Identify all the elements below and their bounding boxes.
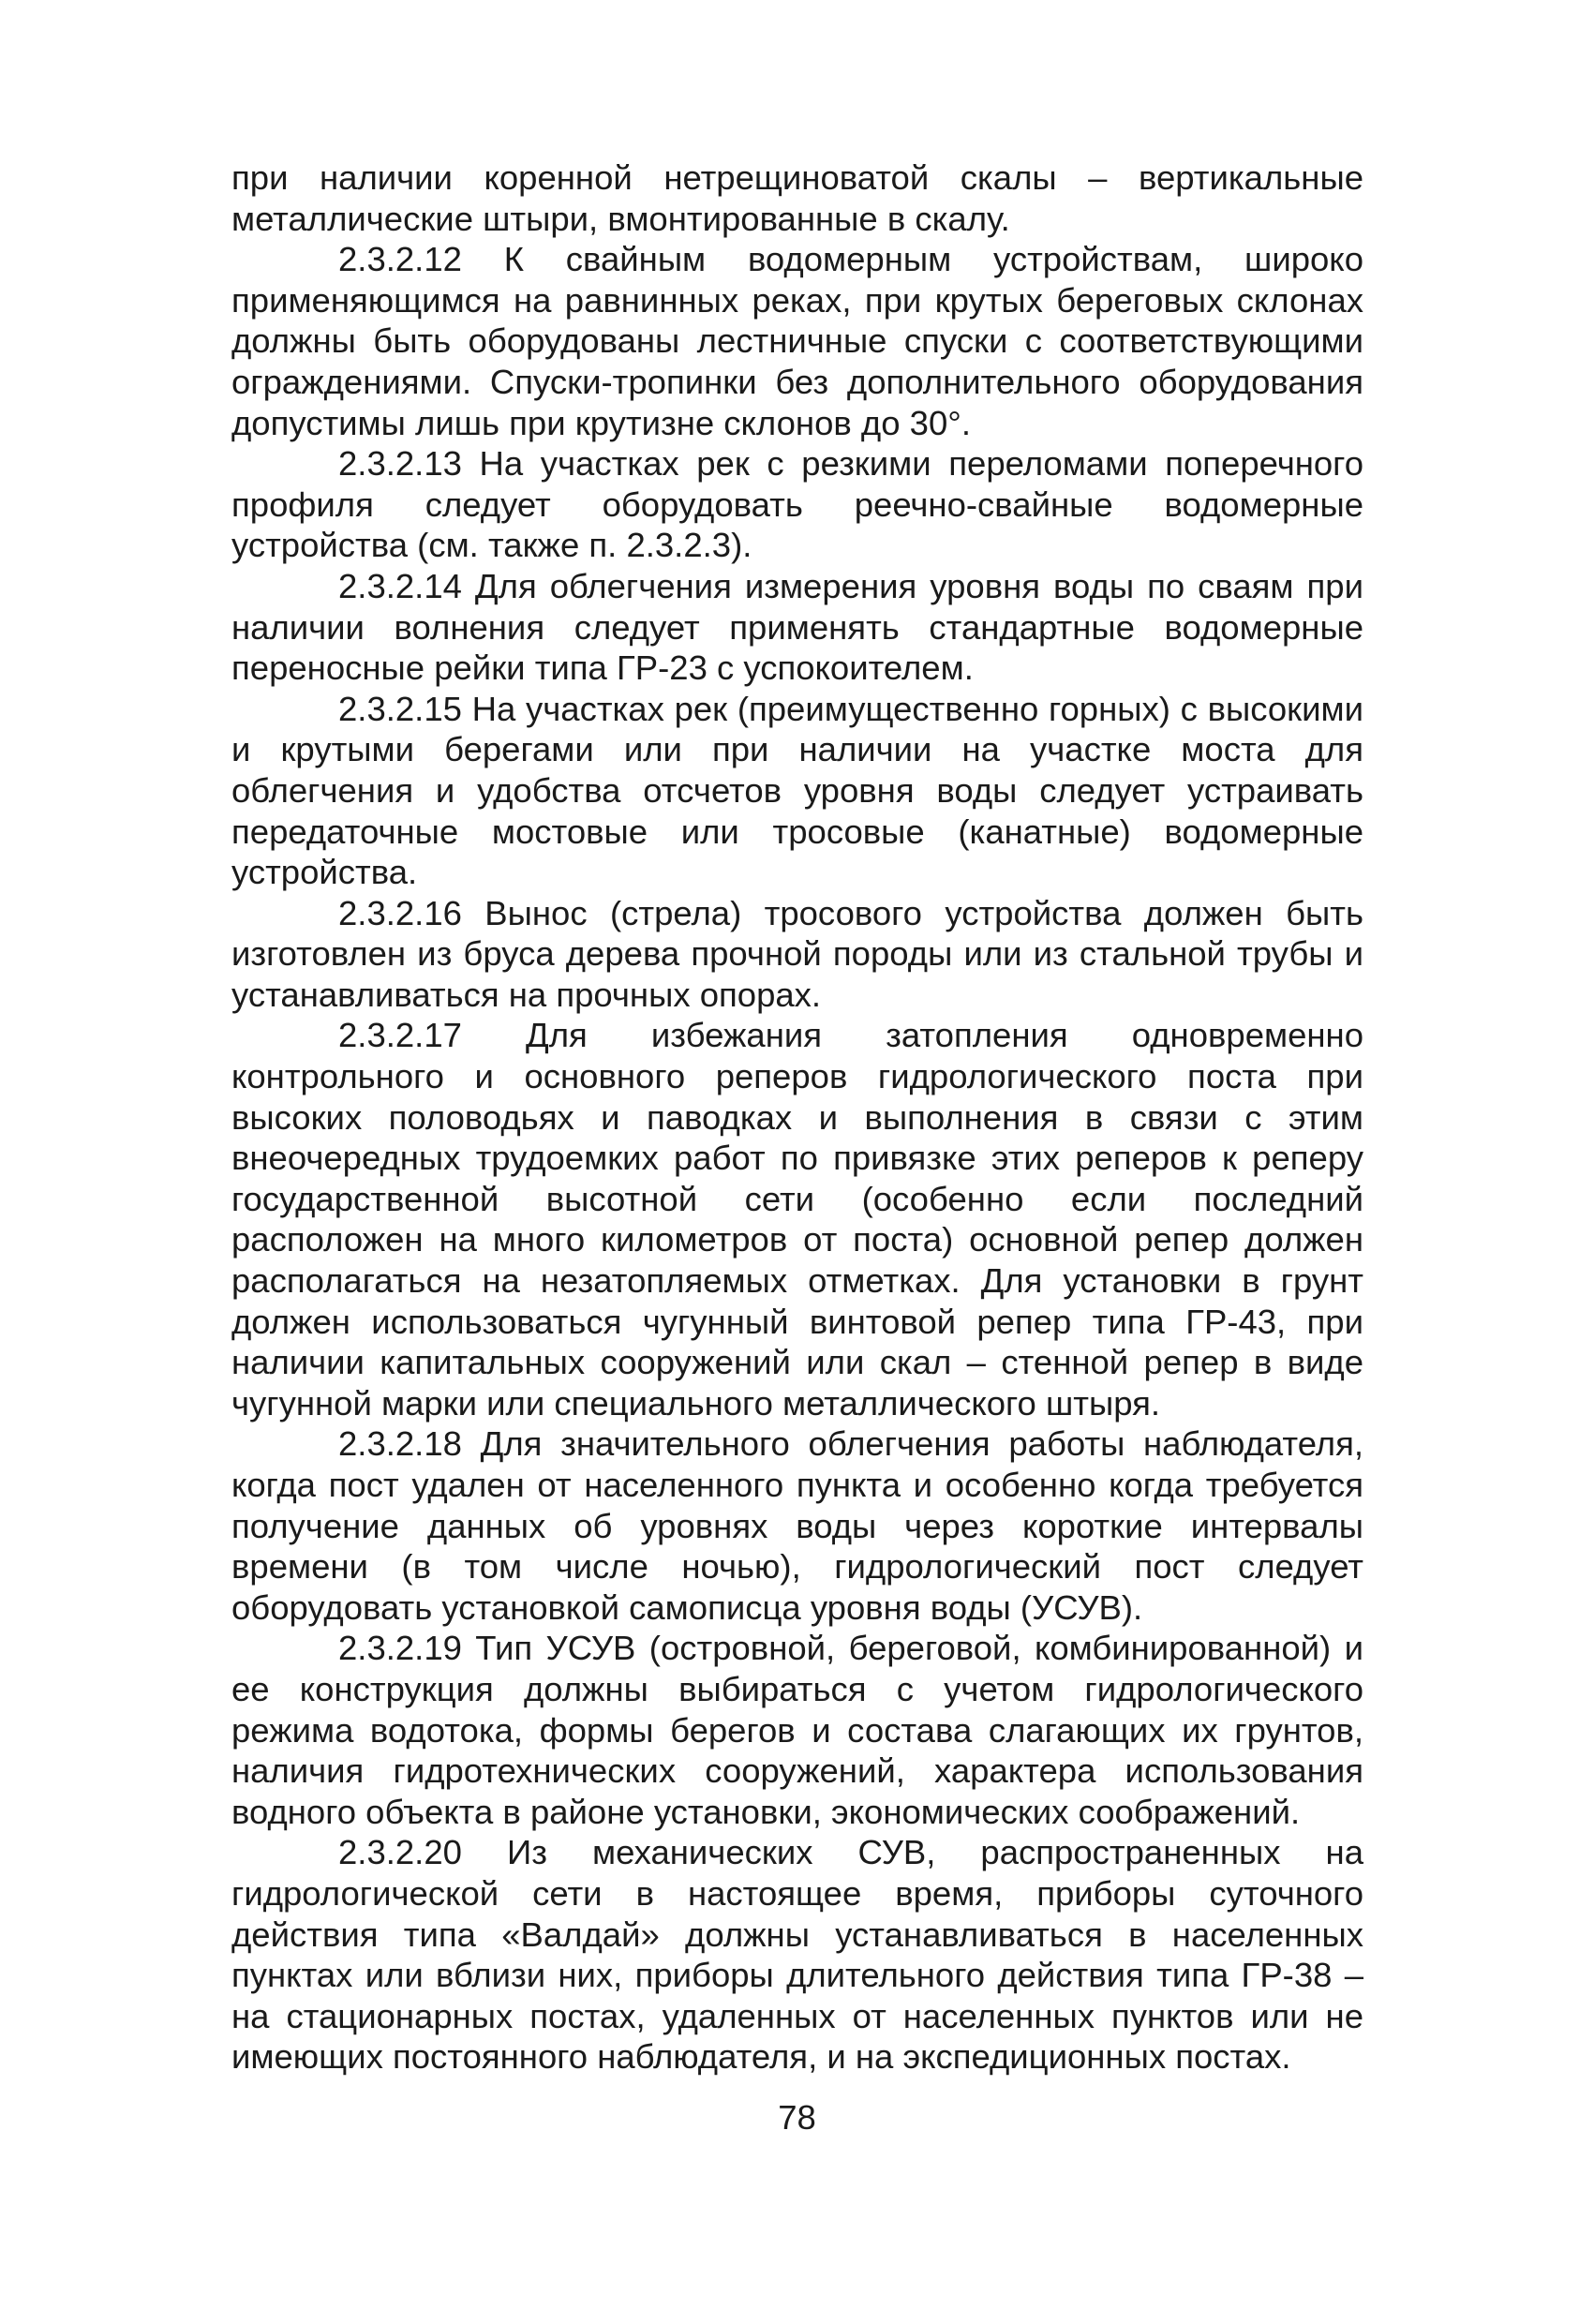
paragraph-2-3-2-18: 2.3.2.18 Для значительного облегчения работы наблюдателя, когда пост удален от населенного пункта и особенно когда требуется получение данных об уровнях воды через короткие интервалы времени (в том числе ночью), гидрологический пост следует оборудовать установкой самописца уровня воды (УСУВ).	[231, 1424, 1363, 1627]
paragraph-2-3-2-17: 2.3.2.17 Для избежания затопления одновременно контрольного и основного реперов гидрологического поста при высоких половодьях и паводках и выполнения в связи с этим внеочередных трудоемких работ по привязке этих реперов к реперу государственной высотной сети (особенно если последний расположен на много километров от поста) основной репер должен располагаться на незатопляемых отметках. Для установки в грунт должен использоваться чугунный винтовой репер типа ГР-43, при наличии капитальных сооружений или скал – стенной репер в виде чугунной марки или специального металлического штыря.	[231, 1016, 1363, 1423]
paragraph-2-3-2-14: 2.3.2.14 Для облегчения измерения уровня воды по сваям при наличии волнения следует применять стандартные водомерные переносные рейки типа ГР-23 с успокоителем.	[231, 566, 1363, 688]
paragraph-2-3-2-13: 2.3.2.13 На участках рек с резкими переломами поперечного профиля следует оборудовать реечно-свайные водомерные устройства (см. также п. 2.3.2.3).	[231, 444, 1363, 565]
paragraph-2-3-2-20: 2.3.2.20 Из механических СУВ, распространенных на гидрологической сети в настоящее время, приборы суточного действия типа «Валдай» должны устанавливаться в населенных пунктах или вблизи них, приборы длительного действия типа ГР-38 – на стационарных постах, удаленных от населенных пунктов или не имеющих постоянного наблюдателя, и на экспедиционных постах.	[231, 1833, 1363, 2077]
paragraph-2-3-2-19: 2.3.2.19 Тип УСУВ (островной, береговой, комбинированной) и ее конструкция должны выбираться с учетом гидрологического режима водотока, формы берегов и состава слагающих их грунтов, наличия гидротехнических сооружений, характера использования водного объекта в районе установки, экономических соображений.	[231, 1629, 1363, 1831]
paragraph-2-3-2-15: 2.3.2.15 На участках рек (преимущественно горных) с высокими и крутыми берегами или при наличии на участке моста для облегчения и удобства отсчетов уровня воды следует устраивать передаточные мостовые или тросовые (канатные) водомерные устройства.	[231, 689, 1363, 892]
page-number: 78	[778, 2098, 816, 2137]
document-body	[231, 157, 1363, 2078]
paragraph-2-3-2-16: 2.3.2.16 Вынос (стрела) тросового устройства должен быть изготовлен из бруса дерева прочной породы или из стальной трубы и устанавливаться на прочных опорах.	[231, 893, 1363, 1014]
paragraph-continuation: при наличии коренной нетрещиноватой скалы – вертикальные металлические штыри, вмонтированные в скалу.	[231, 158, 1363, 238]
paragraph-2-3-2-12: 2.3.2.12 К свайным водомерным устройствам, широко применяющимся на равнинных реках, при крутых береговых склонах должны быть оборудованы лестничные спуски с соответствующими ограждениями. Спуски-тропинки без дополнительного оборудования допустимы лишь при крутизне склонов до 30°.	[231, 240, 1363, 442]
